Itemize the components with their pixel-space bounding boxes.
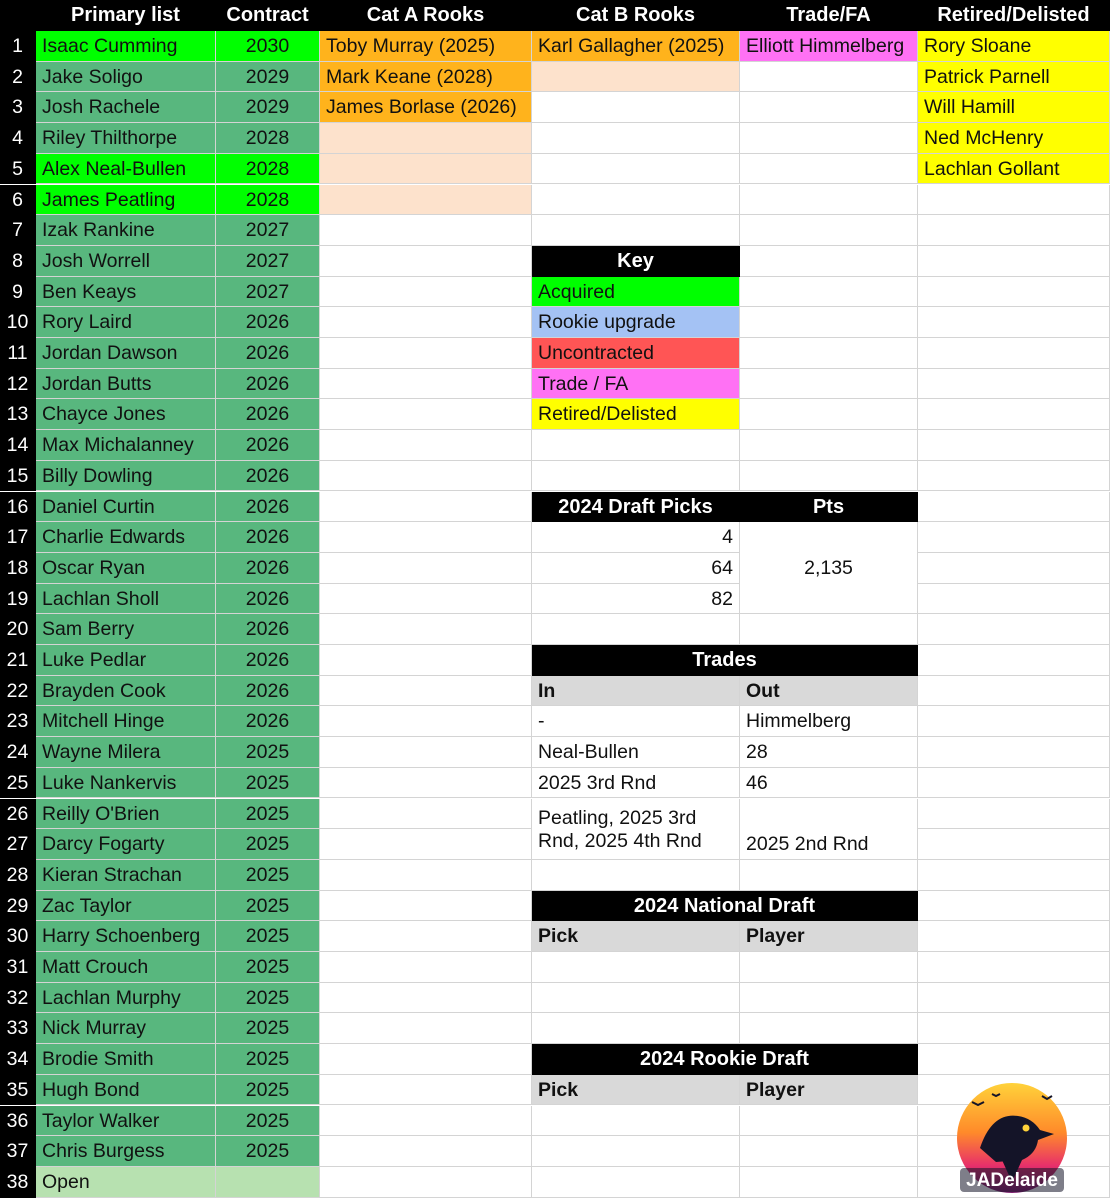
player-contract: 2026 xyxy=(216,645,320,676)
empty-cell xyxy=(740,369,918,400)
empty-cell xyxy=(740,461,918,492)
row-number: 6 xyxy=(0,185,36,216)
empty-cell xyxy=(918,952,1110,983)
trade-fa-player: Elliott Himmelberg xyxy=(740,31,918,62)
empty-cell xyxy=(740,307,918,338)
trade-out: Himmelberg xyxy=(740,706,918,737)
empty-cell xyxy=(918,829,1110,860)
player-name: Luke Pedlar xyxy=(36,645,216,676)
row-number: 17 xyxy=(0,522,36,553)
row-number: 14 xyxy=(0,430,36,461)
empty-cell xyxy=(532,952,740,983)
empty-cell xyxy=(320,277,532,308)
retired-player: Will Hamill xyxy=(918,92,1110,123)
player-name: Isaac Cumming xyxy=(36,31,216,62)
player-contract: 2026 xyxy=(216,338,320,369)
key-item: Uncontracted xyxy=(532,338,740,369)
player-name: Oscar Ryan xyxy=(36,553,216,584)
player-name: Nick Murray xyxy=(36,1013,216,1044)
empty-cell xyxy=(740,399,918,430)
empty-cell xyxy=(532,1106,740,1137)
empty-cell xyxy=(918,215,1110,246)
empty-cell xyxy=(532,614,740,645)
empty-cell xyxy=(532,215,740,246)
player-contract: 2026 xyxy=(216,553,320,584)
empty-cell xyxy=(918,277,1110,308)
row-number: 25 xyxy=(0,768,36,799)
rookie-pick-header: Pick xyxy=(532,1075,740,1106)
empty-cell xyxy=(740,1013,918,1044)
empty-cell xyxy=(740,246,918,277)
empty-cell xyxy=(740,1136,918,1167)
row-number: 10 xyxy=(0,307,36,338)
player-name: Brodie Smith xyxy=(36,1044,216,1075)
empty-cell xyxy=(740,185,918,216)
empty-cell xyxy=(918,338,1110,369)
player-name: Chayce Jones xyxy=(36,399,216,430)
empty-cell xyxy=(918,1044,1110,1075)
player-contract: 2026 xyxy=(216,399,320,430)
player-contract: 2025 xyxy=(216,829,320,860)
empty-cell xyxy=(320,921,532,952)
player-name: Riley Thilthorpe xyxy=(36,123,216,154)
rookie-draft-title: 2024 Rookie Draft xyxy=(532,1044,918,1075)
draft-picks-pts-title: Pts xyxy=(740,492,918,523)
key-item: Trade / FA xyxy=(532,369,740,400)
row-number: 22 xyxy=(0,676,36,707)
corner-cell xyxy=(0,0,36,31)
retired-player: Ned McHenry xyxy=(918,123,1110,154)
empty-cell xyxy=(320,614,532,645)
key-title: Key xyxy=(532,246,740,277)
row-number: 12 xyxy=(0,369,36,400)
empty-cell xyxy=(918,891,1110,922)
empty-cell xyxy=(918,921,1110,952)
player-name: Jake Soligo xyxy=(36,62,216,93)
empty-cell xyxy=(918,584,1110,615)
player-contract: 2025 xyxy=(216,768,320,799)
row-number: 38 xyxy=(0,1167,36,1198)
header-retired: Retired/Delisted xyxy=(918,0,1110,31)
empty-cell xyxy=(740,215,918,246)
empty-cell xyxy=(918,706,1110,737)
trades-out-header: Out xyxy=(740,676,918,707)
player-name: Josh Worrell xyxy=(36,246,216,277)
empty-cell xyxy=(740,952,918,983)
player-name: James Peatling xyxy=(36,185,216,216)
cat-b-rookie xyxy=(532,62,740,93)
empty-cell xyxy=(532,860,740,891)
cat-a-rookie: Mark Keane (2028) xyxy=(320,62,532,93)
player-name: Jordan Dawson xyxy=(36,338,216,369)
empty-cell xyxy=(320,461,532,492)
empty-cell xyxy=(320,737,532,768)
player-name: Mitchell Hinge xyxy=(36,706,216,737)
key-item: Acquired xyxy=(532,277,740,308)
row-number: 7 xyxy=(0,215,36,246)
empty-cell xyxy=(320,215,532,246)
player-contract: 2025 xyxy=(216,799,320,830)
player-name: Lachlan Murphy xyxy=(36,983,216,1014)
player-contract: 2026 xyxy=(216,369,320,400)
empty-cell xyxy=(918,522,1110,553)
empty-cell xyxy=(532,461,740,492)
player-name: Daniel Curtin xyxy=(36,492,216,523)
empty-cell xyxy=(320,676,532,707)
retired-player: Rory Sloane xyxy=(918,31,1110,62)
trade-in: Neal-Bullen xyxy=(532,737,740,768)
empty-cell xyxy=(740,277,918,308)
empty-cell xyxy=(532,983,740,1014)
retired-player: Patrick Parnell xyxy=(918,62,1110,93)
row-number: 29 xyxy=(0,891,36,922)
empty-cell xyxy=(740,123,918,154)
player-name: Josh Rachele xyxy=(36,92,216,123)
row-number: 15 xyxy=(0,461,36,492)
header-primary: Primary list xyxy=(36,0,216,31)
row-number: 28 xyxy=(0,860,36,891)
empty-cell xyxy=(740,62,918,93)
trade-out: 46 xyxy=(740,768,918,799)
empty-cell xyxy=(320,522,532,553)
empty-cell xyxy=(740,860,918,891)
row-number: 37 xyxy=(0,1136,36,1167)
player-contract: 2028 xyxy=(216,154,320,185)
player-contract: 2029 xyxy=(216,62,320,93)
player-contract: 2025 xyxy=(216,1106,320,1137)
player-contract: 2025 xyxy=(216,1075,320,1106)
draft-points: 2,135 xyxy=(740,522,918,614)
row-number: 3 xyxy=(0,92,36,123)
player-contract: 2030 xyxy=(216,31,320,62)
trades-title: Trades xyxy=(532,645,918,676)
row-number: 11 xyxy=(0,338,36,369)
draft-pick: 64 xyxy=(532,553,740,584)
empty-cell xyxy=(320,768,532,799)
key-item: Rookie upgrade xyxy=(532,307,740,338)
player-name: Taylor Walker xyxy=(36,1106,216,1137)
row-number: 4 xyxy=(0,123,36,154)
empty-cell xyxy=(918,461,1110,492)
empty-cell xyxy=(320,952,532,983)
trade-out: 28 xyxy=(740,737,918,768)
player-contract: 2025 xyxy=(216,921,320,952)
empty-cell xyxy=(918,369,1110,400)
header-contract: Contract xyxy=(216,0,320,31)
row-number: 2 xyxy=(0,62,36,93)
empty-cell xyxy=(532,92,740,123)
player-name: Lachlan Sholl xyxy=(36,584,216,615)
empty-cell xyxy=(320,430,532,461)
empty-cell xyxy=(320,584,532,615)
empty-cell xyxy=(918,399,1110,430)
player-contract: 2026 xyxy=(216,706,320,737)
row-number: 20 xyxy=(0,614,36,645)
trade-in: 2025 3rd Rnd xyxy=(532,768,740,799)
empty-cell xyxy=(918,430,1110,461)
row-number: 21 xyxy=(0,645,36,676)
player-name: Alex Neal-Bullen xyxy=(36,154,216,185)
row-number: 26 xyxy=(0,799,36,830)
empty-cell xyxy=(320,1013,532,1044)
national-player-header: Player xyxy=(740,921,918,952)
player-contract: 2027 xyxy=(216,215,320,246)
empty-cell xyxy=(320,1075,532,1106)
row-number: 32 xyxy=(0,983,36,1014)
player-contract: 2026 xyxy=(216,584,320,615)
header-cat-a: Cat A Rooks xyxy=(320,0,532,31)
empty-cell xyxy=(918,983,1110,1014)
empty-cell xyxy=(320,246,532,277)
player-name: Open xyxy=(36,1167,216,1198)
player-name: Zac Taylor xyxy=(36,891,216,922)
player-name: Billy Dowling xyxy=(36,461,216,492)
empty-cell xyxy=(320,1136,532,1167)
empty-cell xyxy=(320,338,532,369)
player-contract: 2025 xyxy=(216,891,320,922)
key-item: Retired/Delisted xyxy=(532,399,740,430)
player-contract: 2026 xyxy=(216,492,320,523)
empty-cell xyxy=(532,430,740,461)
draft-pick: 4 xyxy=(532,522,740,553)
empty-cell xyxy=(532,185,740,216)
row-number: 36 xyxy=(0,1106,36,1137)
empty-cell xyxy=(320,645,532,676)
jadelaide-crow-logo xyxy=(952,1082,1072,1194)
empty-cell xyxy=(918,185,1110,216)
player-contract: 2026 xyxy=(216,522,320,553)
empty-cell xyxy=(918,492,1110,523)
trades-in-header: In xyxy=(532,676,740,707)
player-contract: 2026 xyxy=(216,307,320,338)
player-contract: 2028 xyxy=(216,185,320,216)
player-contract: 2026 xyxy=(216,676,320,707)
national-draft-title: 2024 National Draft xyxy=(532,891,918,922)
trade-in: - xyxy=(532,706,740,737)
empty-cell xyxy=(532,1013,740,1044)
empty-cell xyxy=(320,829,532,860)
cat-a-rookie xyxy=(320,154,532,185)
empty-cell xyxy=(532,154,740,185)
trade-in: Peatling, 2025 3rd Rnd, 2025 4th Rnd xyxy=(532,799,740,860)
empty-cell xyxy=(320,860,532,891)
row-number: 9 xyxy=(0,277,36,308)
empty-cell xyxy=(740,614,918,645)
player-contract: 2026 xyxy=(216,614,320,645)
row-number: 13 xyxy=(0,399,36,430)
player-contract: 2028 xyxy=(216,123,320,154)
empty-cell xyxy=(918,768,1110,799)
row-number: 18 xyxy=(0,553,36,584)
draft-picks-title: 2024 Draft Picks xyxy=(532,492,740,523)
player-name: Rory Laird xyxy=(36,307,216,338)
empty-cell xyxy=(320,1106,532,1137)
empty-cell xyxy=(740,92,918,123)
player-name: Max Michalanney xyxy=(36,430,216,461)
empty-cell xyxy=(918,860,1110,891)
player-contract: 2029 xyxy=(216,92,320,123)
row-number: 33 xyxy=(0,1013,36,1044)
player-contract: 2025 xyxy=(216,952,320,983)
empty-cell xyxy=(918,614,1110,645)
player-contract: 2027 xyxy=(216,246,320,277)
trade-out: 2025 2nd Rnd xyxy=(740,799,918,860)
player-name: Luke Nankervis xyxy=(36,768,216,799)
player-contract: 2025 xyxy=(216,737,320,768)
player-contract: 2026 xyxy=(216,430,320,461)
empty-cell xyxy=(740,430,918,461)
player-name: Hugh Bond xyxy=(36,1075,216,1106)
row-number: 27 xyxy=(0,829,36,860)
row-number: 8 xyxy=(0,246,36,277)
empty-cell xyxy=(532,123,740,154)
player-name: Ben Keays xyxy=(36,277,216,308)
empty-cell xyxy=(320,553,532,584)
empty-cell xyxy=(918,307,1110,338)
player-contract: 2027 xyxy=(216,277,320,308)
player-name: Brayden Cook xyxy=(36,676,216,707)
player-name: Kieran Strachan xyxy=(36,860,216,891)
player-name: Charlie Edwards xyxy=(36,522,216,553)
empty-cell xyxy=(918,799,1110,830)
row-number: 16 xyxy=(0,492,36,523)
empty-cell xyxy=(740,338,918,369)
cat-a-rookie xyxy=(320,123,532,154)
player-name: Reilly O'Brien xyxy=(36,799,216,830)
draft-pick: 82 xyxy=(532,584,740,615)
empty-cell xyxy=(320,706,532,737)
empty-cell xyxy=(320,891,532,922)
cat-b-rookie: Karl Gallagher (2025) xyxy=(532,31,740,62)
empty-cell xyxy=(740,154,918,185)
empty-cell xyxy=(918,676,1110,707)
empty-cell xyxy=(320,492,532,523)
empty-cell xyxy=(320,1044,532,1075)
row-number: 23 xyxy=(0,706,36,737)
row-number: 5 xyxy=(0,154,36,185)
empty-cell xyxy=(740,983,918,1014)
player-contract xyxy=(216,1167,320,1198)
cat-a-rookie xyxy=(320,185,532,216)
player-contract: 2025 xyxy=(216,983,320,1014)
empty-cell xyxy=(320,369,532,400)
cat-a-rookie: Toby Murray (2025) xyxy=(320,31,532,62)
player-contract: 2025 xyxy=(216,1013,320,1044)
row-number: 24 xyxy=(0,737,36,768)
row-number: 31 xyxy=(0,952,36,983)
empty-cell xyxy=(320,1167,532,1198)
national-pick-header: Pick xyxy=(532,921,740,952)
row-number: 34 xyxy=(0,1044,36,1075)
player-contract: 2025 xyxy=(216,1044,320,1075)
player-name: Wayne Milera xyxy=(36,737,216,768)
empty-cell xyxy=(320,399,532,430)
player-name: Darcy Fogarty xyxy=(36,829,216,860)
empty-cell xyxy=(918,645,1110,676)
retired-player: Lachlan Gollant xyxy=(918,154,1110,185)
cat-a-rookie: James Borlase (2026) xyxy=(320,92,532,123)
player-name: Matt Crouch xyxy=(36,952,216,983)
row-number: 35 xyxy=(0,1075,36,1106)
player-name: Harry Schoenberg xyxy=(36,921,216,952)
player-contract: 2026 xyxy=(216,461,320,492)
empty-cell xyxy=(532,1136,740,1167)
row-number: 30 xyxy=(0,921,36,952)
player-name: Chris Burgess xyxy=(36,1136,216,1167)
row-number: 19 xyxy=(0,584,36,615)
player-name: Izak Rankine xyxy=(36,215,216,246)
empty-cell xyxy=(918,553,1110,584)
empty-cell xyxy=(532,1167,740,1198)
empty-cell xyxy=(320,799,532,830)
header-trade-fa: Trade/FA xyxy=(740,0,918,31)
player-contract: 2025 xyxy=(216,860,320,891)
header-cat-b: Cat B Rooks xyxy=(532,0,740,31)
empty-cell xyxy=(918,246,1110,277)
empty-cell xyxy=(740,1167,918,1198)
logo-text: JADelaide xyxy=(966,1170,1058,1191)
empty-cell xyxy=(320,307,532,338)
player-contract: 2025 xyxy=(216,1136,320,1167)
empty-cell xyxy=(918,737,1110,768)
empty-cell xyxy=(740,1106,918,1137)
rookie-player-header: Player xyxy=(740,1075,918,1106)
empty-cell xyxy=(320,983,532,1014)
player-name: Jordan Butts xyxy=(36,369,216,400)
row-number: 1 xyxy=(0,31,36,62)
empty-cell xyxy=(918,1013,1110,1044)
player-name: Sam Berry xyxy=(36,614,216,645)
